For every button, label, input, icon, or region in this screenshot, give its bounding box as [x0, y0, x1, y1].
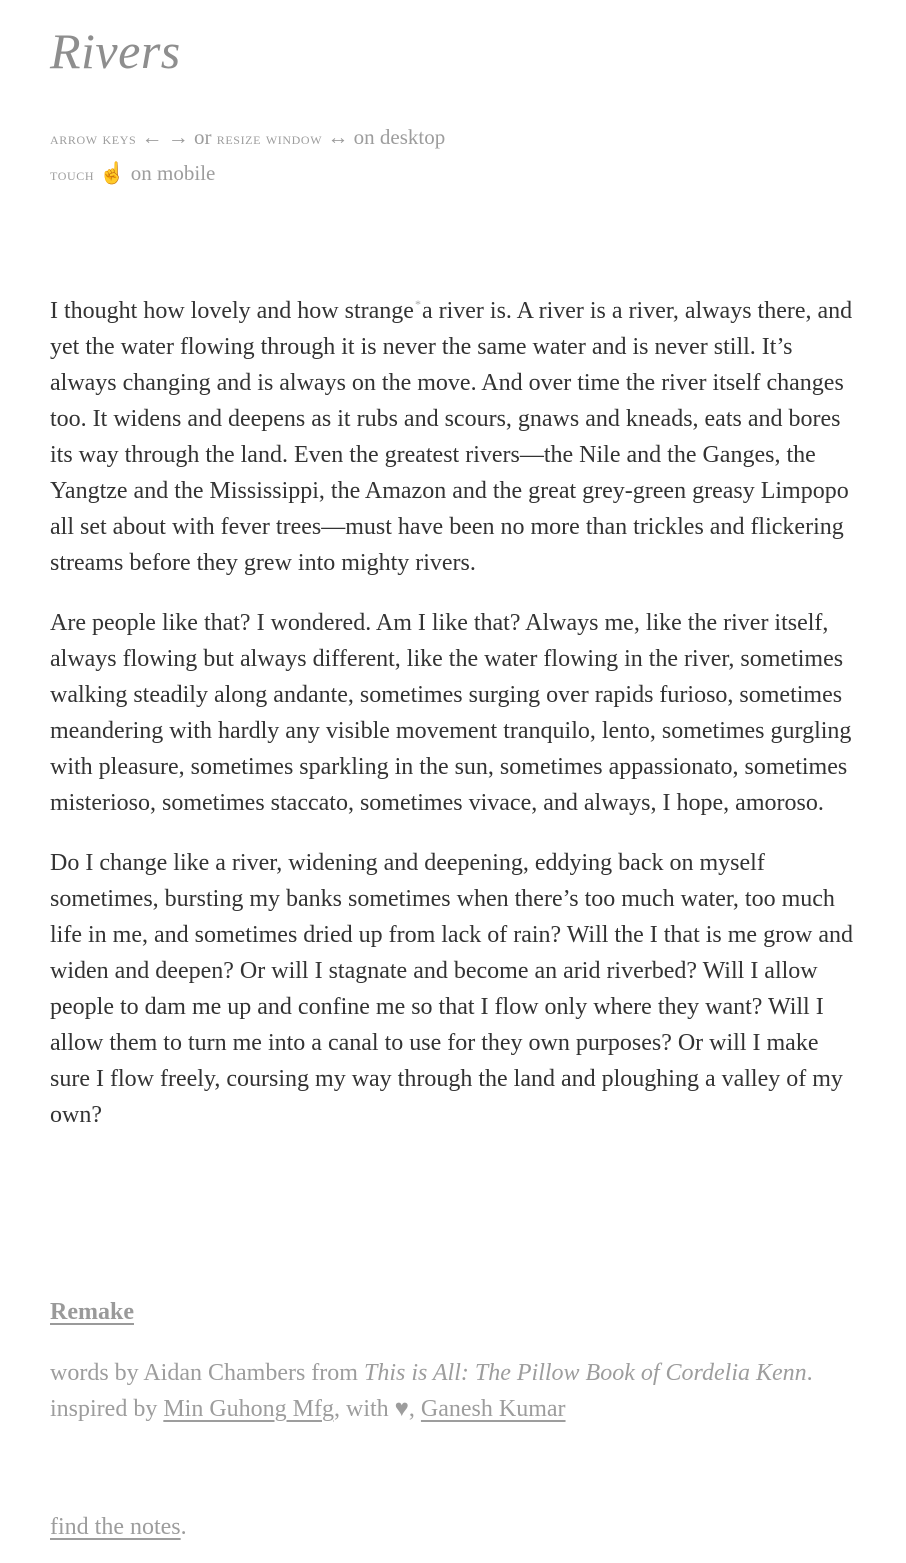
- mobile-instructions: [50, 159, 215, 189]
- remake-link[interactable]: Remake: [50, 1299, 134, 1325]
- words-prefix: words by Aidan Chambers from: [50, 1360, 358, 1386]
- paragraph-1-rest: a river is. A river is a river, always there, and yet the water flowing through it is never the same water and is never still. It’s always changing and is always on the move. And over time the river itself changes too. It widens and deepens as it rubs and scours, gnaws and kneads, eats and bores its way through the land. Even the greatest rivers—the Nile and the Ganges, the Yangtze and the Mississippi, the Amazon and the great grey-green greasy Limpopo all set about with fever trees—must have been no more than trickles and flickering streams before they grew into mighty rivers.: [50, 298, 853, 576]
- find-notes-link[interactable]: find the notes: [50, 1514, 181, 1540]
- with-love-text: , with ♥,: [334, 1396, 415, 1422]
- paragraph-1-start: I thought how lovely and how strange: [50, 298, 414, 324]
- arrow-keys-icon: ← →: [141, 125, 189, 149]
- inspired-prefix: inspired by: [50, 1396, 158, 1422]
- touch-hand-icon: ☝: [99, 161, 126, 185]
- desktop-instructions: [50, 123, 445, 153]
- book-title: This is All: The Pillow Book of Cordelia Kenn: [363, 1360, 807, 1386]
- touch-label: touch: [50, 165, 95, 184]
- credits-line-words: [50, 1355, 813, 1391]
- desktop-suffix: on desktop: [353, 125, 446, 149]
- credits-period: .: [806, 1360, 813, 1386]
- notes-period: .: [180, 1514, 187, 1540]
- paragraph-2: Are people like that? I wondered. Am I like that? Always me, like the river itself, always flowing but always different, like the water flowing in the river, sometimes walking steadily along andante, sometimes surging over rapids furioso, sometimes meandering with hardly any visible movement tranquilo, lento, sometimes gurgling with pleasure, sometimes sparkling in the sun, sometimes appassionato, sometimes misterioso, sometimes staccato, sometimes vivace, and always, I hope, amoroso.: [50, 610, 852, 816]
- resize-window-label: resize window: [216, 129, 323, 148]
- author-link[interactable]: Ganesh Kumar: [420, 1396, 566, 1422]
- credits: [50, 1355, 813, 1427]
- credits-line-inspired: [50, 1391, 813, 1427]
- notes-line: [50, 1511, 187, 1543]
- resize-arrow-icon: ↔: [327, 125, 349, 149]
- or-text: or: [194, 125, 212, 149]
- page-title: Rivers: [50, 23, 181, 79]
- paragraph-3: Do I change like a river, widening and deepening, eddying back on myself sometimes, bursting my banks sometimes when there’s too much water, too much life in me, and sometimes dried up from lack of rain? Will the I that is me grow and widen and deepen? Or will I stagnate and become an arid riverbed? Will I allow people to dam me up and confine me so that I flow only where they want? Will I allow them to turn me into a canal to use for they own purposes? Or will I make sure I flow freely, coursing my way through the land and ploughing a valley of my own?: [50, 850, 854, 1128]
- mobile-suffix: on mobile: [130, 161, 216, 185]
- paragraph-1: [50, 286, 862, 581]
- passage: [50, 286, 862, 1157]
- arrow-keys-label: arrow keys: [50, 129, 137, 148]
- footnote-marker[interactable]: *: [414, 297, 421, 311]
- inspired-by-link[interactable]: Min Guhong Mfg: [163, 1396, 334, 1422]
